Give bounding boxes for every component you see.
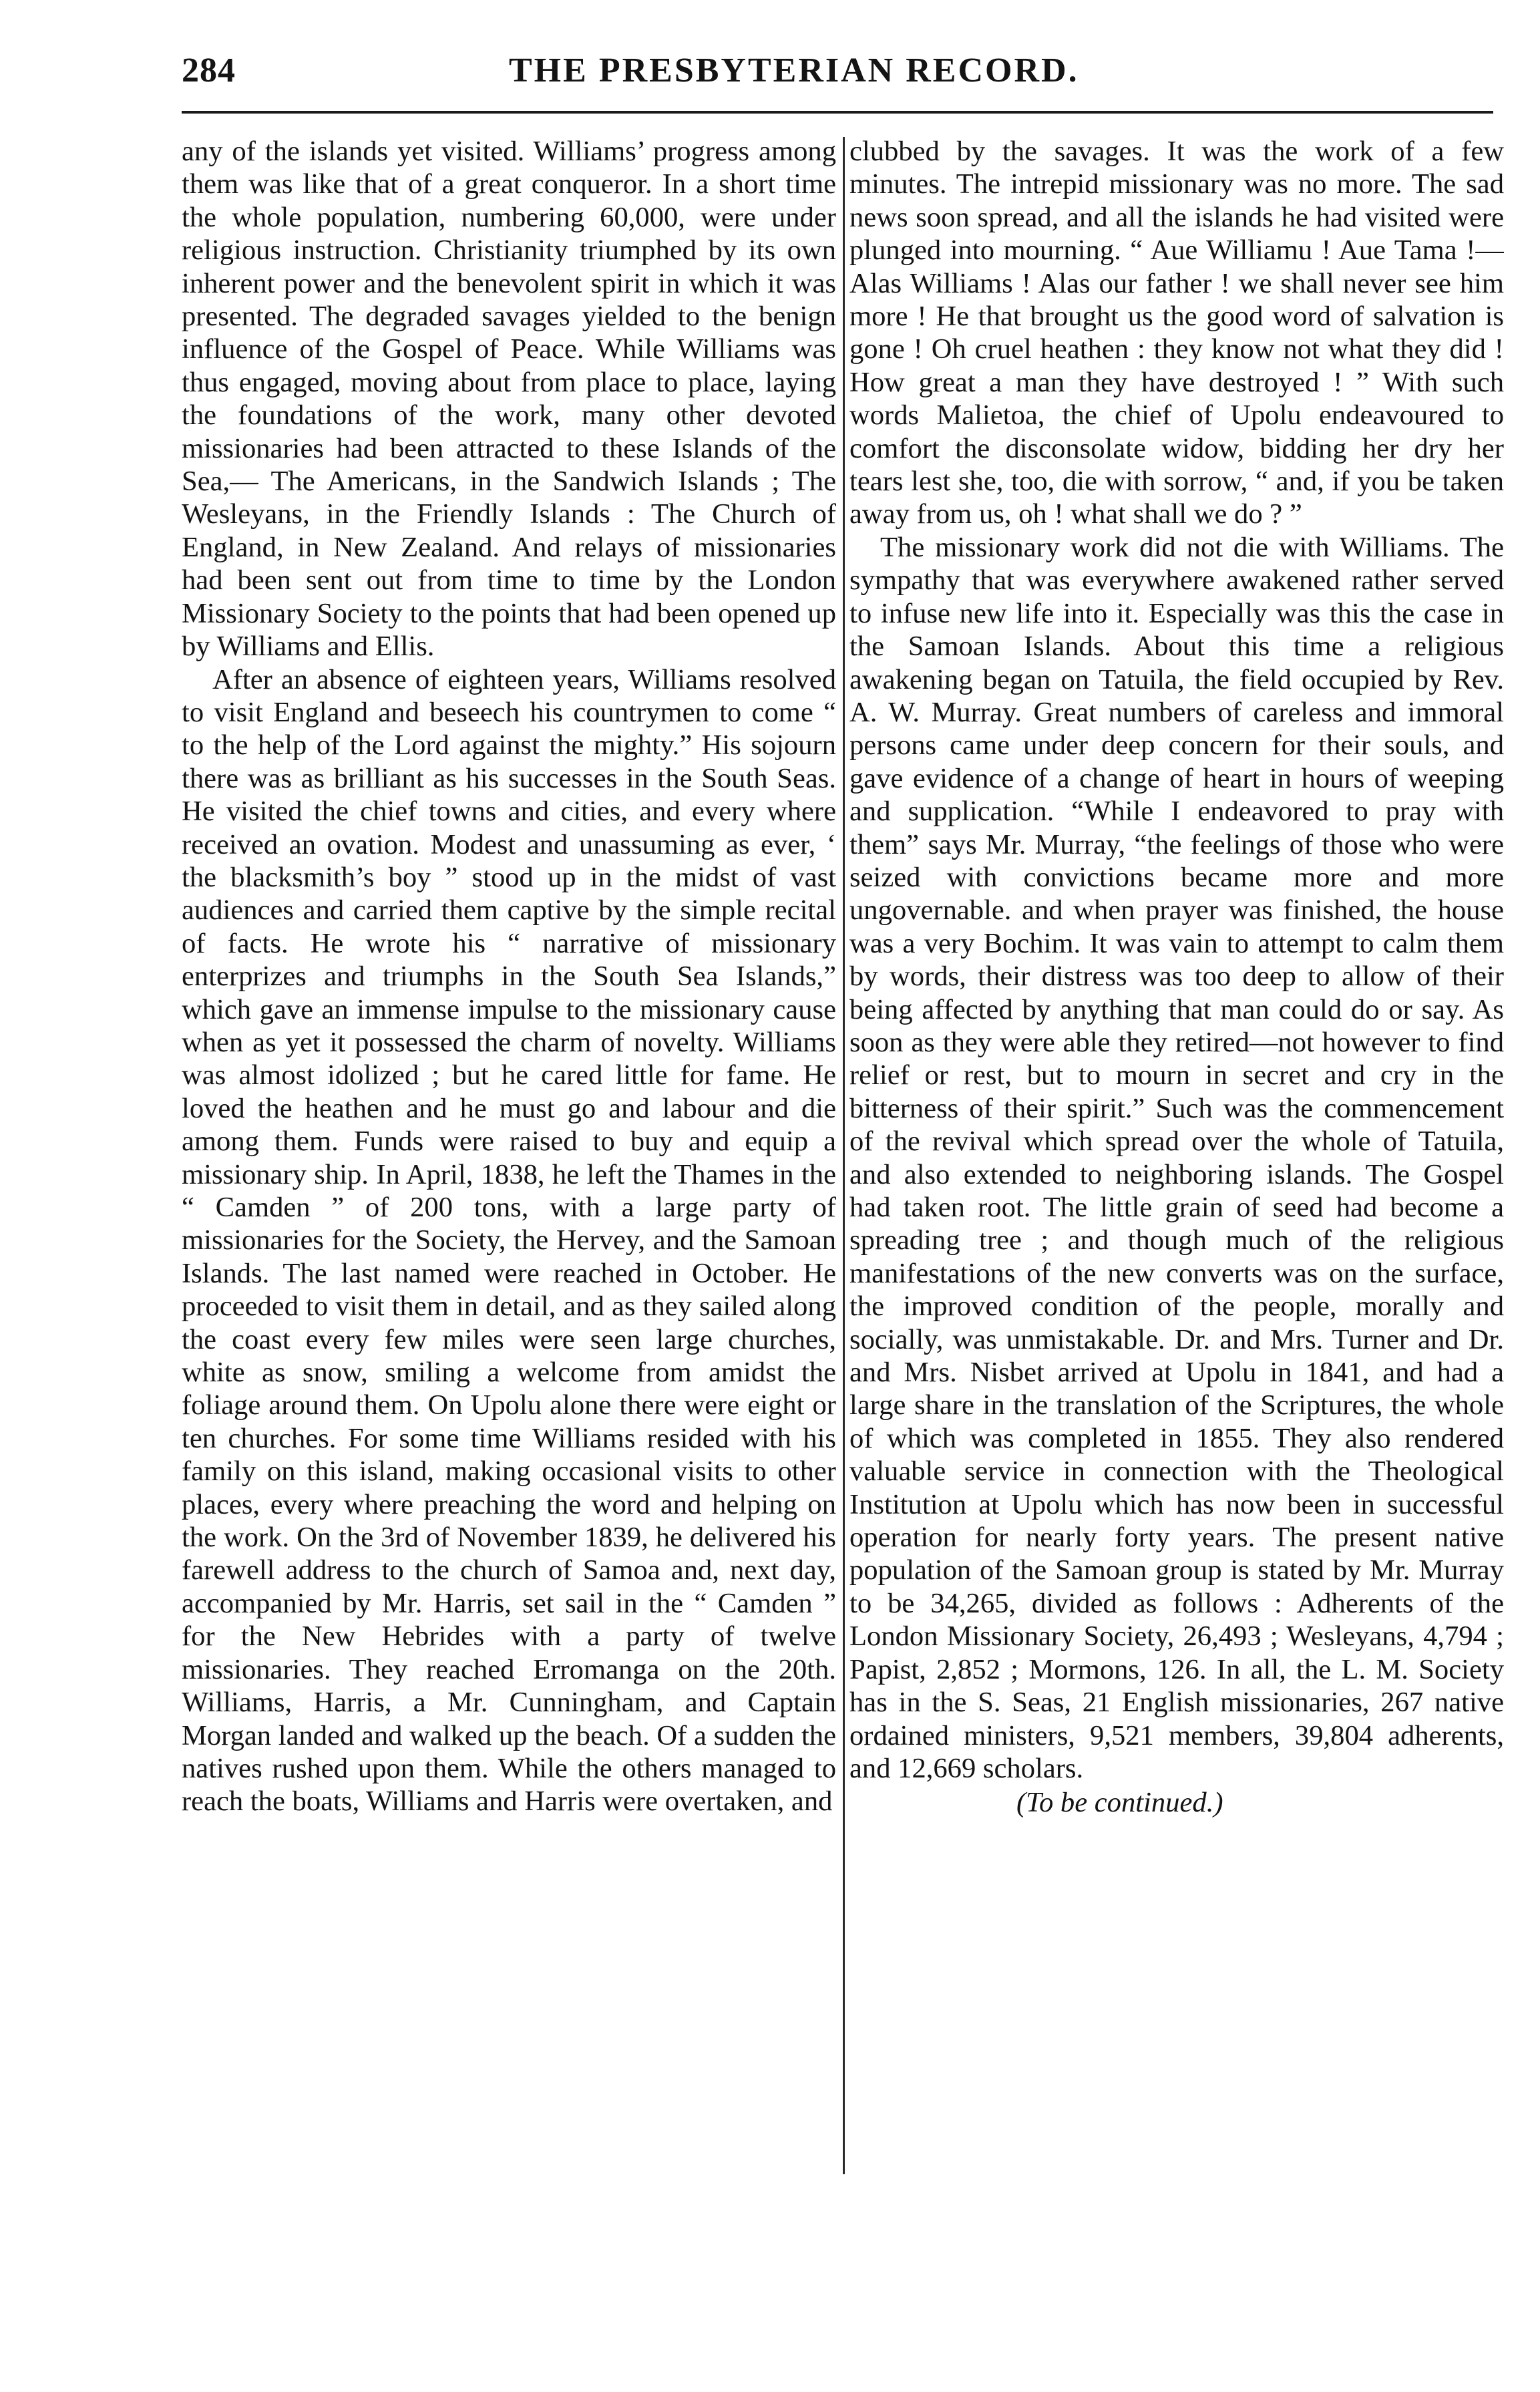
page-number: 284 bbox=[182, 51, 236, 90]
left-paragraph-1: any of the islands yet visited. Williams’ progress among them was like that of a great conqueror. In a short time the whole population, numbering 60,000, were under religious instruction. Christianity triumphed by its own inherent power and the benevolent spirit in which it was presented. The degraded savages yielded to the benign influence of the Gospel of Peace. While Williams was thus engaged, moving about from place to place, laying the foundations of the work, many other devoted missionaries had been attracted to these Islands of the Sea,— The Americans, in the Sandwich Islands ; The Wesleyans, in the Friendly Islands : The Church of England, in New Zealand. And relays of missionaries had been sent out from time to time by the London Missionary Society to the points that had been opened up by Williams and Ellis. bbox=[182, 136, 836, 663]
left-paragraph-2: After an absence of eighteen years, Williams resolved to visit England and beseech his countrymen to come “ to the help of the Lord against the mighty.” His sojourn there was as brilliant as his successes in the South Seas. He visited the chief towns and cities, and every where received an ovation. Modest and unassuming as ever, ‘ the blacksmith’s boy ” stood up in the midst of vast audiences and carried them captive by the simple recital of facts. He wrote his “ narrative of missionary enterprizes and triumphs in the South Sea Islands,” which gave an immense impulse to the missionary cause when as yet it possessed the charm of novelty. Williams was almost idolized ; but he cared little for fame. He loved the heathen and he must go and labour and die among them. Funds were raised to buy and equip a missionary ship. In April, 1838, he left the Thames in the “ Camden ” of 200 tons, with a large party of missionaries for the Society, the Hervey, and the Samoan Islands. The last named were reached in October. He proceeded to visit them in detail, and as they sailed along the coast every few miles were seen large churches, white as snow, smiling a welcome from amidst the foliage around them. On Upolu alone there were eight or ten churches. For some time Williams resided with his family on this island, making occasional visits to other places, every where preaching the word and helping on the work. On the 3rd of November 1839, he delivered his farewell address to the church of Samoa and, next day, accompanied by Mr. Harris, set sail in the “ Camden ” for the New Hebrides with a party of twelve missionaries. They reached Erromanga on the 20th. Williams, Harris, a Mr. Cunningham, and Captain Morgan landed and walked up the beach. Of a sudden the natives rushed upon them. While the others managed to reach the boats, Williams and Harris were overtaken, and bbox=[182, 663, 836, 1818]
right-paragraph-2: The missionary work did not die with Williams. The sympathy that was everywhere awakened rather served to infuse new life into it. Especially was this the case in the Samoan Islands. About this time a religious awakening began on Tatuila, the field occupied by Rev. A. W. Murray. Great numbers of careless and immoral persons came under deep concern for their souls, and gave evidence of a change of heart in hours of weeping and supplication. “While I endeavored to pray with them” says Mr. Murray, “the feelings of those who were seized with convictions became more and more ungovernable. and when prayer was finished, the house was a very Bochim. It was vain to attempt to calm them by words, their distress was too deep to allow of their being affected by anything that man could do or say. As soon as they were able they retired—not however to find relief or rest, but to mourn in secret and cry in the bitterness of their spirit.” Such was the commencement of the revival which spread over the whole of Tatuila, and also extended to neighboring islands. The Gospel had taken root. The little grain of seed had become a spreading tree ; and though much of the religious manifestations of the new converts was on the surface, the improved condition of the people, morally and socially, was unmistakable. Dr. and Mrs. Turner and Dr. and Mrs. Nisbet arrived at Upolu in 1841, and had a large share in the translation of the Scriptures, the whole of which was completed in 1855. They also rendered valuable service in connection with the Theological Institution at Upolu which has now been in successful operation for nearly forty years. The present native population of the Samoan group is stated by Mr. Murray to be 34,265, divided as follows : Adherents of the London Missionary Society, 26,493 ; Wesleyans, 4,794 ; Papist, 2,852 ; Mormons, 126. In all, the L. M. Society has in the S. Seas, 21 English missionaries, 267 native ordained ministers, 9,521 members, 39,804 adherents, and 12,669 scholars. bbox=[849, 531, 1504, 1784]
right-column bbox=[849, 135, 1504, 2206]
left-column bbox=[182, 135, 836, 2206]
right-paragraph-1: clubbed by the savages. It was the work of a few minutes. The intrepid missionary was no more. The sad news soon spread, and all the islands he had visited were plunged into mourning. “ Aue Williamu ! Aue Tama !— Alas Williams ! Alas our father ! we shall never see him more ! He that brought us the good word of salvation is gone ! Oh cruel heathen : they know not what they did ! How great a man they have destroyed ! ” With such words Malietoa, the chief of Upolu endeavoured to comfort the disconsolate widow, bidding her dry her tears lest she, too, die with sorrow, “ and, if you be taken away from us, oh ! what shall we do ? ” bbox=[849, 136, 1504, 530]
column-divider bbox=[843, 137, 845, 2174]
journal-title: THE PRESBYTERIAN RECORD. bbox=[509, 51, 1079, 90]
header-rule bbox=[182, 111, 1493, 114]
continued-note: (To be continued.) bbox=[1016, 1787, 1223, 1819]
page-header bbox=[182, 51, 1493, 104]
